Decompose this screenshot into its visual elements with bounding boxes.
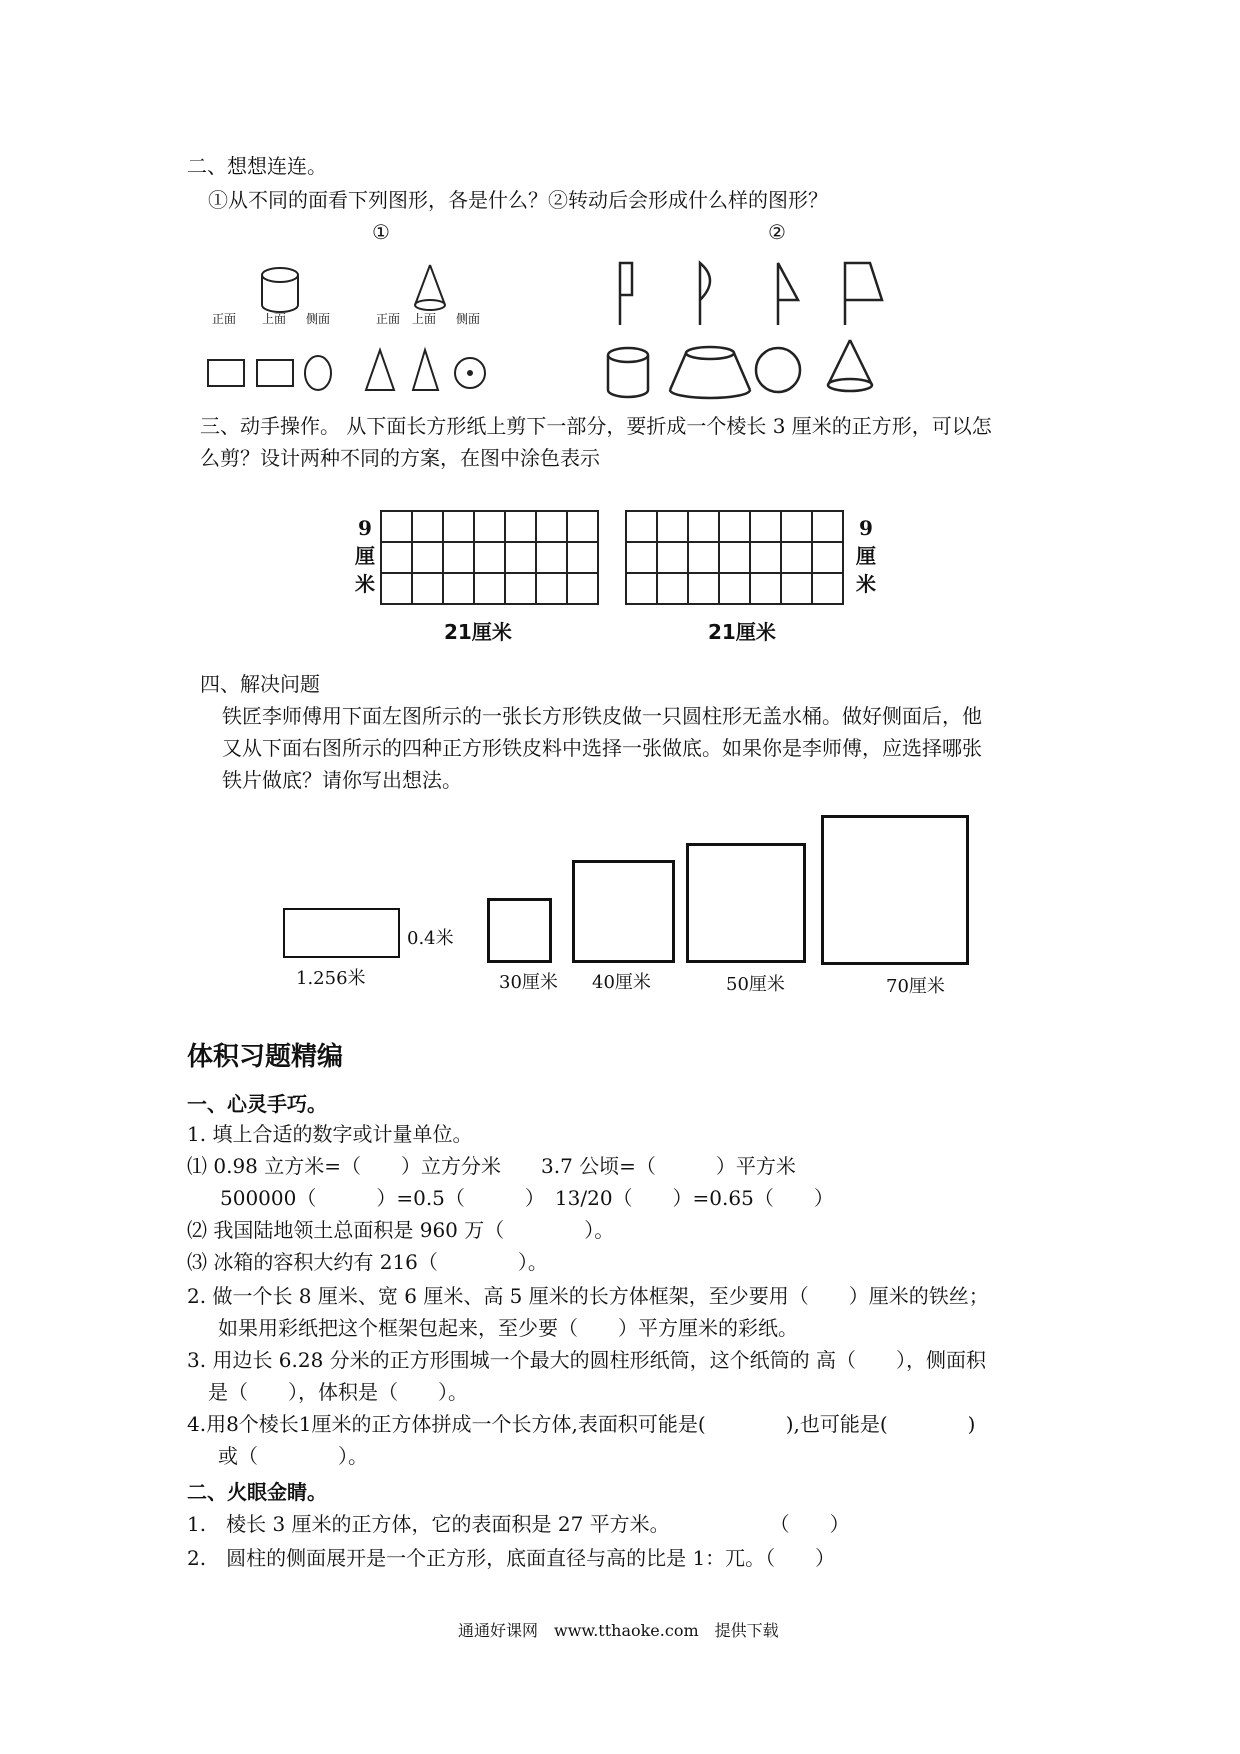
square-30cm-label: 30厘米 <box>499 972 558 993</box>
cylinder-view-side: 侧面 <box>306 312 331 326</box>
rect-height-label: 0.4米 <box>407 928 454 949</box>
square-70cm-label: 70厘米 <box>886 976 945 997</box>
judge-1: 1. 棱长 3 厘米的正方体，它的表面积是 27 平方米。 （ ） <box>187 1512 850 1536</box>
rotation-solids <box>608 340 872 398</box>
q1-3: ⑶ 冰箱的容积大约有 216（ ）。 <box>187 1250 548 1274</box>
section4-heading: 四、解决问题 <box>200 672 320 696</box>
grid2-width-label: 21厘米 <box>708 620 776 644</box>
rect-width-label: 1.256米 <box>296 968 366 989</box>
cylinder-view-top: 上面 <box>262 312 287 326</box>
volume-part2-heading: 二、火眼金睛。 <box>187 1480 327 1504</box>
paper-grid-right[interactable] <box>625 510 844 605</box>
square-40cm <box>572 860 675 963</box>
square-40cm-label: 40厘米 <box>592 972 651 993</box>
q3b: 是（ ），体积是（ ）。 <box>208 1380 468 1404</box>
cylinder-view-front: 正面 <box>212 312 237 326</box>
section4-line3: 铁片做底？请你写出想法。 <box>222 768 462 792</box>
cylinder-icon <box>262 268 298 312</box>
paper-grid-left[interactable] <box>380 510 599 605</box>
section3-line1: 三、动手操作。 从下面长方形纸上剪下一部分，要折成一个棱长 3 厘米的正方形，可以怎 <box>200 414 992 438</box>
q1-1b: 500000（ ）=0.5（ ） 13/20（ ）=0.65（ ） <box>220 1186 834 1210</box>
rotation-flags <box>620 263 882 325</box>
section4-line2: 又从下面右图所示的四种正方形铁皮料中选择一张做底。如果你是李师傅，应选择哪张 <box>222 736 982 760</box>
q4b: 或（ ）。 <box>218 1444 368 1468</box>
section2-instruction: ①从不同的面看下列图形，各是什么？②转动后会形成什么样的图形？ <box>208 188 828 212</box>
projection-shapes <box>208 350 485 390</box>
section4-line1: 铁匠李师傅用下面左图所示的一张长方形铁皮做一只圆柱形无盖水桶。做好侧面后，他 <box>222 704 982 728</box>
footer-credit: 通通好课网 www.tthaoke.com 提供下载 <box>458 1621 779 1640</box>
grid2-height-label: 9 厘 米 <box>856 516 876 596</box>
volume-part1-heading: 一、心灵手巧。 <box>187 1092 327 1116</box>
grid1-width-label: 21厘米 <box>444 620 512 644</box>
cone-icon <box>415 265 445 310</box>
judge-2: 2. 圆柱的侧面展开是一个正方形，底面直径与高的比是 1：兀。（ ） <box>187 1546 836 1570</box>
cone-view-front: 正面 <box>376 312 401 326</box>
q1: 1. 填上合适的数字或计量单位。 <box>187 1122 473 1146</box>
square-50cm <box>686 843 806 963</box>
iron-sheet-rectangle <box>283 908 400 958</box>
part2-label: ② <box>768 220 786 244</box>
q2b: 如果用彩纸把这个框架包起来，至少要（ ）平方厘米的彩纸。 <box>218 1316 798 1340</box>
section2-heading: 二、想想连连。 <box>187 154 327 178</box>
q4a: 4.用8个棱长1厘米的正方体拼成一个长方体,表面积可能是( ),也可能是( ) <box>187 1412 976 1436</box>
q1-2: ⑵ 我国陆地领土总面积是 960 万（ ）。 <box>187 1218 615 1242</box>
volume-title: 体积习题精编 <box>187 1042 344 1072</box>
section3-line2: 么剪？设计两种不同的方案，在图中涂色表示 <box>200 446 600 470</box>
part1-label: ① <box>372 220 390 244</box>
q2a: 2. 做一个长 8 厘米、宽 6 厘米、高 5 厘米的长方体框架，至少要用（ ）厘米的铁丝； <box>187 1284 989 1308</box>
cone-view-side: 侧面 <box>456 312 481 326</box>
q1-1a: ⑴ 0.98 立方米=（ ）立方分米 3.7 公顷=（ ）平方米 <box>187 1154 796 1178</box>
cone-view-top: 上面 <box>412 312 437 326</box>
q3a: 3. 用边长 6.28 分米的正方形围城一个最大的圆柱形纸筒，这个纸筒的 高（ ），侧面积 <box>187 1348 987 1372</box>
grid1-height-label: 9 厘 米 <box>355 516 375 596</box>
square-50cm-label: 50厘米 <box>726 974 785 995</box>
square-70cm <box>821 815 969 965</box>
square-30cm <box>487 898 552 963</box>
rotation-figure-right <box>600 255 900 405</box>
